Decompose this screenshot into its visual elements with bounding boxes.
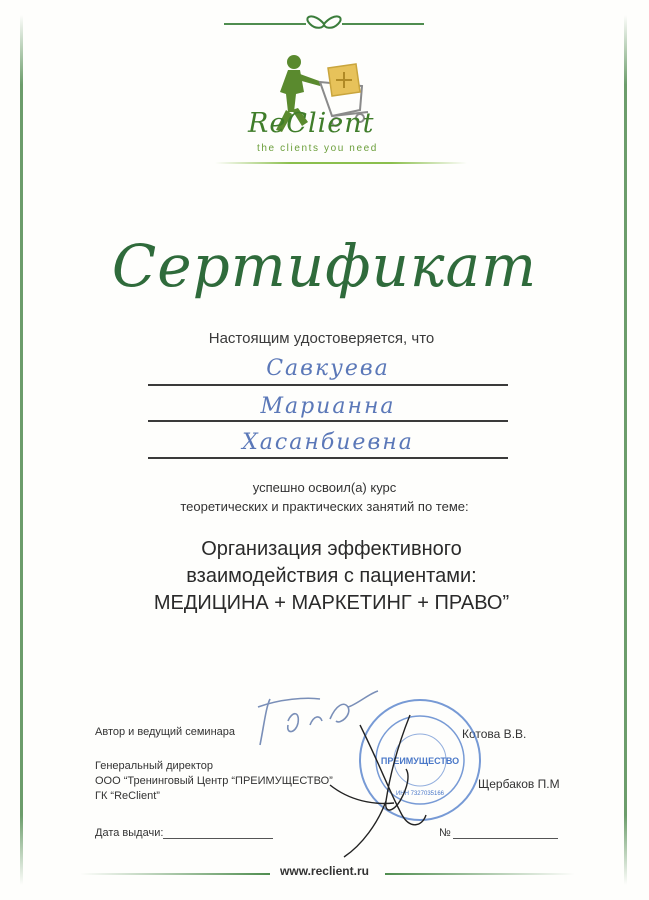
issue-number-line (453, 838, 558, 839)
director-line: Генеральный директор (95, 760, 213, 772)
attest-text: Настоящим удостоверяется, что (208, 330, 435, 347)
director-line: ООО “Тренинговый Центр “ПРЕИМУЩЕСТВО” (95, 775, 333, 787)
course-title (0, 536, 649, 617)
logo-brand: ReClient (248, 108, 375, 139)
right-border (624, 15, 627, 885)
author-label: Автор и ведущий семинара (95, 726, 236, 738)
mastered-line: теоретических и практических занятий по теме: (180, 499, 469, 514)
mastered-text (0, 478, 649, 516)
logo-tagline: the clients you need (257, 143, 378, 154)
recipient-surname: Савкуева (266, 356, 390, 381)
footer-url: www.reclient.ru (280, 864, 369, 878)
logo-divider (215, 162, 467, 164)
director-name: Щербаков П.М (478, 777, 560, 791)
course-line: МЕДИЦИНА + МАРКЕТИНГ + ПРАВО” (153, 592, 510, 614)
director-signature-icon (290, 705, 460, 865)
recipient-patronymic: Хасанбиевна (242, 430, 414, 455)
director-line: ГК “ReClient” (95, 790, 160, 802)
issue-date-line (163, 838, 273, 839)
issue-date-label: Дата выдачи: (95, 827, 164, 839)
top-ornament-icon (224, 8, 424, 36)
mastered-line: успешно освоил(а) курс (252, 480, 397, 495)
stamp-center-text: ПРЕИМУЩЕСТВО (380, 756, 460, 766)
name-line-1 (148, 384, 508, 386)
course-line: взаимодействия с пациентами: (186, 565, 477, 587)
certificate-title: Сертификат (111, 232, 538, 300)
name-line-3 (148, 457, 508, 459)
name-line-2 (148, 420, 508, 422)
stamp-inn-text: ИНН 7327035166 (395, 791, 445, 797)
issue-number-label: № (439, 827, 451, 839)
course-line: Организация эффективного (201, 538, 462, 560)
recipient-first-name: Марианна (260, 394, 396, 419)
author-name: Котова В.В. (462, 727, 527, 741)
left-border (20, 15, 23, 885)
